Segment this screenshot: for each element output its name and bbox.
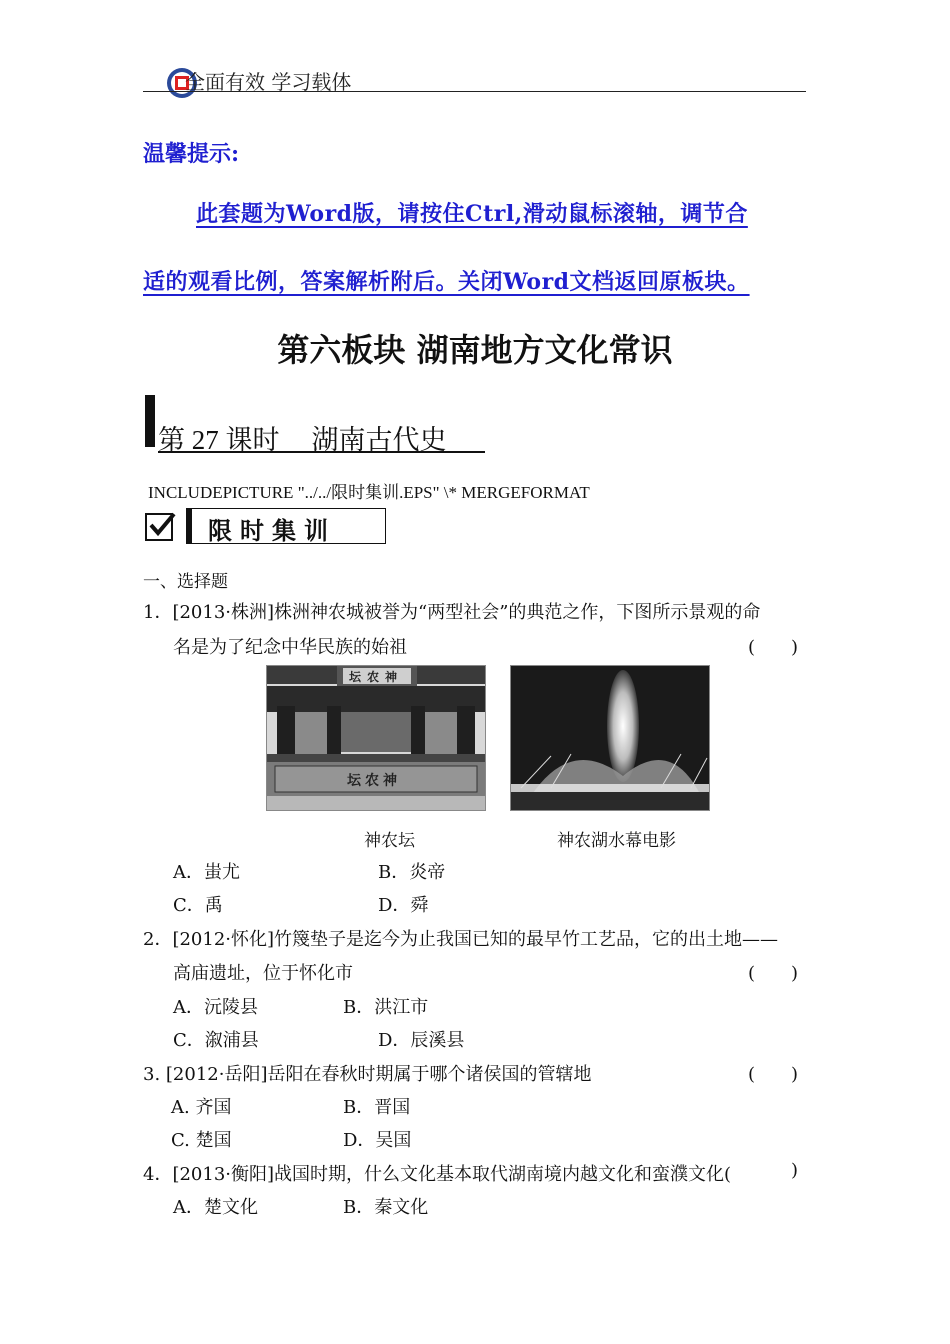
question-1-line-2: 名是为了纪念中华民族的始祖 [173, 637, 407, 658]
lesson-underline [158, 451, 485, 453]
lesson-number: 第 27 课时 [158, 425, 280, 455]
banner-title: 限时集训 [208, 516, 336, 545]
question-3-option-a[interactable]: A. 齐国 [171, 1097, 232, 1118]
water-curtain-photo [510, 665, 710, 811]
question-2-option-b[interactable]: B．洪江市 [343, 997, 429, 1018]
question-3-line-1: 3. [2012·岳阳]岳阳在春秋时期属于哪个诸侯国的管辖地 [143, 1064, 592, 1085]
section-title: 第六板块 湖南地方文化常识 [277, 331, 673, 369]
checkbox-icon [145, 513, 173, 541]
question-3-answer-blank[interactable]: ( ) [748, 1064, 799, 1085]
question-4-option-a[interactable]: A．楚文化 [173, 1197, 258, 1218]
image-caption-2: 神农湖水幕电影 [557, 831, 676, 851]
question-3-option-b[interactable]: B．晋国 [343, 1097, 411, 1118]
part-heading: 一、选择题 [143, 572, 228, 592]
question-1-line-1: 1．[2013·株洲]株洲神农城被誉为“两型社会”的典范之作，下图所示景观的命 [143, 602, 761, 623]
question-1-option-d[interactable]: D．舜 [378, 895, 429, 916]
tip-title: 温馨提示: [143, 141, 240, 167]
temple-sign-text: 坛农神 [349, 670, 404, 684]
question-2-option-d[interactable]: D．辰溪县 [378, 1030, 465, 1051]
question-2-line-2: 高庙遗址，位于怀化市 [173, 963, 353, 984]
include-picture-field: INCLUDEPICTURE "../../限时集训.EPS" \* MERGEFORMAT [148, 483, 590, 502]
question-4-line-1: 4．[2013·衡阳]战国时期，什么文化基本取代湖南境内越文化和蛮濮文化( [143, 1164, 732, 1185]
header-title: 全面有效 学习载体 [185, 70, 352, 94]
question-1-option-b[interactable]: B．炎帝 [378, 862, 446, 883]
lesson-name: 湖南古代史 [311, 425, 447, 455]
question-3-option-d[interactable]: D．吴国 [343, 1130, 412, 1151]
tip-line-2[interactable]: 适的观看比例，答案解析附后。关闭Word文档返回原板块。 [143, 269, 750, 295]
header-rule [143, 91, 806, 92]
shennong-altar-photo [266, 665, 486, 811]
image-caption-1: 神农坛 [364, 831, 415, 851]
question-2-option-c[interactable]: C．溆浦县 [173, 1030, 259, 1051]
question-3-option-c[interactable]: C. 楚国 [171, 1130, 232, 1151]
lesson-marker-bar [145, 395, 155, 447]
question-1-option-c[interactable]: C．禹 [173, 895, 223, 916]
question-2-line-1: 2．[2012·怀化]竹篾垫子是迄今为止我国已知的最早竹工艺品，它的出土地—— [143, 929, 779, 950]
question-2-option-a[interactable]: A．沅陵县 [173, 997, 258, 1018]
question-4-answer-blank[interactable]: ) [791, 1160, 799, 1181]
question-4-option-b[interactable]: B．秦文化 [343, 1197, 429, 1218]
censer-plaque-text: 坛农神 [347, 773, 401, 789]
tip-line-1[interactable]: 此套题为Word版，请按住Ctrl,滑动鼠标滚轴，调节合 [196, 201, 748, 227]
question-2-answer-blank[interactable]: ( ) [748, 963, 799, 984]
question-1-answer-blank[interactable]: ( ) [748, 637, 799, 658]
question-1-option-a[interactable]: A．蚩尤 [173, 862, 240, 883]
